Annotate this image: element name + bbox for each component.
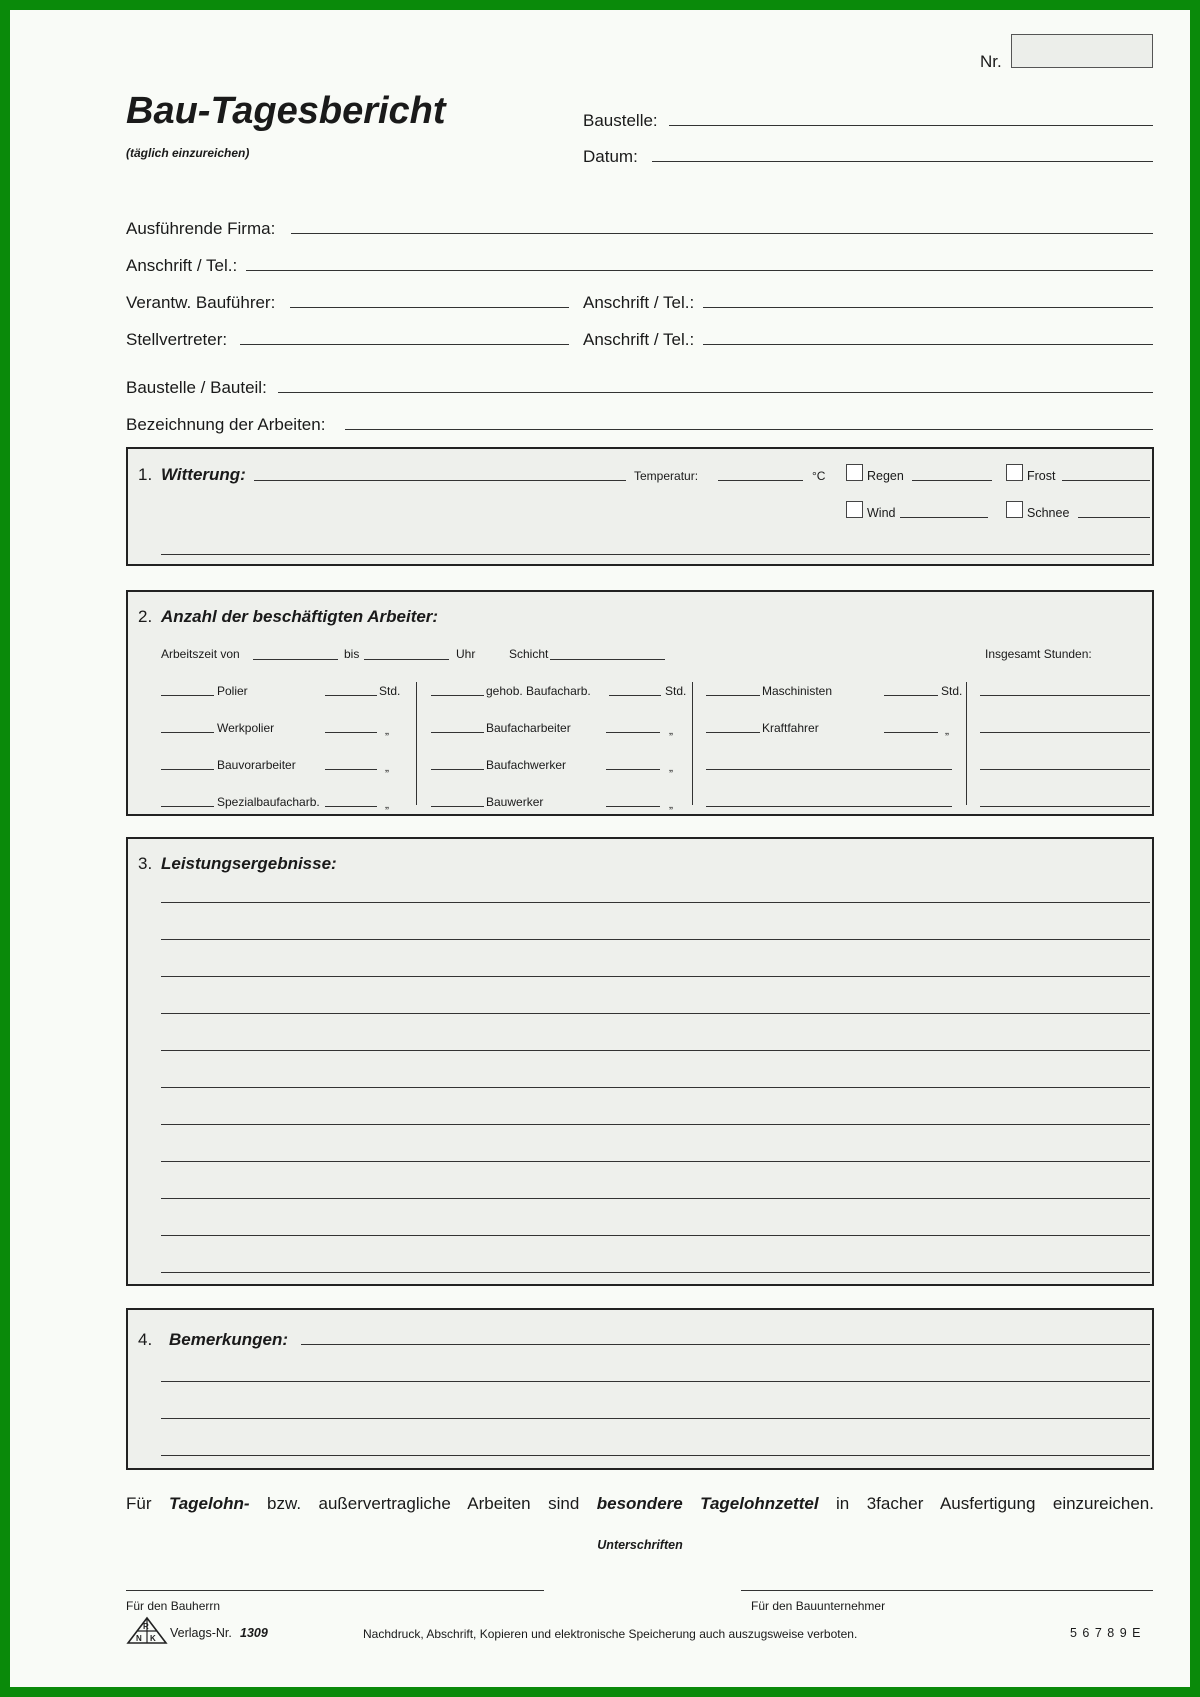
bezeichnung-label: Bezeichnung der Arbeiten: bbox=[126, 415, 326, 434]
signature-bauherr-label: Für den Bauherrn bbox=[126, 1599, 221, 1613]
temperatur-label: Temperatur: bbox=[634, 469, 699, 483]
kraftfahrer-count-field[interactable] bbox=[706, 732, 760, 733]
schicht-label: Schicht bbox=[509, 647, 549, 661]
datum-field[interactable] bbox=[652, 161, 1153, 162]
bauwerker-hours-field[interactable] bbox=[606, 806, 660, 807]
tagelohn-note bbox=[126, 1494, 1154, 1514]
worker-label: Polier bbox=[217, 684, 248, 698]
bauteil-label: Baustelle / Bauteil: bbox=[126, 378, 267, 397]
worker-label: Baufacharbeiter bbox=[486, 721, 571, 735]
firma-field[interactable] bbox=[291, 233, 1153, 234]
form-page bbox=[10, 10, 1190, 1687]
worker-label: Werkpolier bbox=[217, 721, 275, 735]
verlag-label: Verlags-Nr. bbox=[170, 1626, 232, 1640]
baustelle-label: Baustelle: bbox=[583, 111, 658, 130]
ditto-mark: „ bbox=[385, 723, 389, 737]
stellvertreter-label: Stellvertreter: bbox=[126, 330, 228, 349]
anschrift2-label: Anschrift / Tel.: bbox=[583, 293, 695, 312]
total-hours-field[interactable] bbox=[980, 806, 1150, 807]
remarks-line[interactable] bbox=[301, 1344, 1150, 1345]
anschrift-field[interactable] bbox=[246, 270, 1153, 271]
polier-hours-field[interactable] bbox=[325, 695, 377, 696]
section-witterung bbox=[126, 447, 1154, 566]
std-label: Std. bbox=[379, 684, 401, 698]
result-line[interactable] bbox=[161, 1013, 1150, 1014]
section2-title: Anzahl der beschäftigten Arbeiter: bbox=[161, 607, 439, 626]
column-divider bbox=[692, 682, 693, 805]
werkpolier-count-field[interactable] bbox=[161, 732, 214, 733]
witterung-field[interactable] bbox=[254, 480, 626, 481]
baufachwerker-hours-field[interactable] bbox=[606, 769, 660, 770]
maschinisten-count-field[interactable] bbox=[706, 695, 760, 696]
schnee-field[interactable] bbox=[1078, 517, 1150, 518]
stellvertreter-field[interactable] bbox=[240, 344, 569, 345]
note-emphasis: besondere Tagelohnzettel bbox=[596, 1494, 819, 1513]
svg-text:R: R bbox=[143, 1622, 149, 1631]
total-hours-field[interactable] bbox=[980, 769, 1150, 770]
baustelle-field[interactable] bbox=[669, 125, 1153, 126]
copyright-notice: Nachdruck, Abschrift, Kopieren und elektronische Speicherung auch auszugsweise verboten. bbox=[363, 1627, 858, 1641]
section-bemerkungen bbox=[126, 1308, 1154, 1470]
std-label: Std. bbox=[941, 684, 963, 698]
bauführer-field[interactable] bbox=[290, 307, 569, 308]
extra-worker-field[interactable] bbox=[706, 769, 952, 770]
worker-label: Spezialbaufacharb. bbox=[217, 795, 320, 809]
section1-number: 1. bbox=[138, 465, 153, 484]
arbeitszeit-bis-field[interactable] bbox=[364, 659, 449, 660]
note-text: in 3facher Ausfertigung einzureichen. bbox=[818, 1494, 1154, 1513]
wind-checkbox[interactable] bbox=[846, 501, 863, 518]
ditto-mark: „ bbox=[385, 797, 389, 811]
worker-label: Bauwerker bbox=[486, 795, 544, 809]
ditto-mark: „ bbox=[669, 797, 673, 811]
svg-text:N: N bbox=[136, 1634, 142, 1643]
section-leistungsergebnisse bbox=[126, 837, 1154, 1286]
bauteil-field[interactable] bbox=[278, 392, 1153, 393]
spezial-hours-field[interactable] bbox=[325, 806, 377, 807]
bauwerker-count-field[interactable] bbox=[431, 806, 484, 807]
signature-bauunternehmer-line[interactable] bbox=[741, 1590, 1153, 1591]
polier-count-field[interactable] bbox=[161, 695, 214, 696]
bauvorarbeiter-hours-field[interactable] bbox=[325, 769, 377, 770]
section-arbeiter bbox=[126, 590, 1154, 816]
section3-title: Leistungsergebnisse: bbox=[161, 854, 337, 873]
result-line[interactable] bbox=[161, 1087, 1150, 1088]
worker-label: Kraftfahrer bbox=[762, 721, 819, 735]
result-line[interactable] bbox=[161, 1235, 1150, 1236]
baufacharbeiter-count-field[interactable] bbox=[431, 732, 484, 733]
maschinisten-hours-field[interactable] bbox=[884, 695, 938, 696]
arbeitszeit-label: Arbeitszeit von bbox=[161, 647, 240, 661]
insgesamt-label: Insgesamt Stunden: bbox=[985, 647, 1092, 661]
section2-number: 2. bbox=[138, 607, 153, 626]
schnee-checkbox[interactable] bbox=[1006, 501, 1023, 518]
kraftfahrer-hours-field[interactable] bbox=[884, 732, 938, 733]
regen-field[interactable] bbox=[912, 480, 992, 481]
verlag-number: 1309 bbox=[240, 1626, 268, 1640]
extra-worker-field[interactable] bbox=[706, 806, 952, 807]
signature-bauherr-line[interactable] bbox=[126, 1590, 544, 1591]
temperatur-field[interactable] bbox=[718, 480, 803, 481]
result-line[interactable] bbox=[161, 1161, 1150, 1162]
signature-bauunternehmer-label: Für den Bauunternehmer bbox=[751, 1599, 886, 1613]
worker-label: Maschinisten bbox=[762, 684, 833, 698]
remarks-line[interactable] bbox=[161, 1381, 1150, 1382]
note-emphasis: Tagelohn- bbox=[168, 1494, 250, 1513]
ditto-mark: „ bbox=[385, 760, 389, 774]
section4-number: 4. bbox=[138, 1330, 153, 1349]
frost-field[interactable] bbox=[1062, 480, 1150, 481]
result-line[interactable] bbox=[161, 1198, 1150, 1199]
signatures-title: Unterschriften bbox=[597, 1538, 683, 1552]
total-hours-field[interactable] bbox=[980, 732, 1150, 733]
std-label: Std. bbox=[665, 684, 687, 698]
section3-number: 3. bbox=[138, 854, 153, 873]
rnk-logo-icon bbox=[126, 1616, 168, 1646]
ditto-mark: „ bbox=[669, 760, 673, 774]
column-divider bbox=[966, 682, 967, 805]
uhr-label: Uhr bbox=[456, 647, 476, 661]
anschrift3-field[interactable] bbox=[703, 344, 1153, 345]
bauvorarbeiter-count-field[interactable] bbox=[161, 769, 214, 770]
schicht-field[interactable] bbox=[550, 659, 665, 660]
remarks-line[interactable] bbox=[161, 1418, 1150, 1419]
result-line[interactable] bbox=[161, 902, 1150, 903]
form-code: 5 6 7 8 9 E bbox=[1070, 1626, 1142, 1640]
worker-label: Baufachwerker bbox=[486, 758, 567, 772]
section4-title: Bemerkungen: bbox=[169, 1330, 289, 1349]
worker-label: gehob. Baufacharb. bbox=[486, 684, 591, 698]
werkpolier-hours-field[interactable] bbox=[325, 732, 377, 733]
nr-label: Nr. bbox=[980, 52, 1002, 71]
celsius-unit: °C bbox=[812, 469, 826, 483]
gehob-count-field[interactable] bbox=[431, 695, 484, 696]
bezeichnung-field[interactable] bbox=[345, 429, 1153, 430]
datum-label: Datum: bbox=[583, 147, 638, 166]
schnee-label: Schnee bbox=[1027, 506, 1070, 520]
result-line[interactable] bbox=[161, 976, 1150, 977]
note-text: Für bbox=[126, 1494, 169, 1513]
total-hours-field[interactable] bbox=[980, 695, 1150, 696]
baufachwerker-count-field[interactable] bbox=[431, 769, 484, 770]
note-text: bzw. außervertragliche Arbeiten sind bbox=[249, 1494, 597, 1513]
column-divider bbox=[416, 682, 417, 805]
frost-label: Frost bbox=[1027, 469, 1056, 483]
result-line[interactable] bbox=[161, 1272, 1150, 1273]
result-line[interactable] bbox=[161, 1050, 1150, 1051]
arbeitszeit-von-field[interactable] bbox=[253, 659, 338, 660]
remarks-line[interactable] bbox=[161, 1455, 1150, 1456]
bis-label: bis bbox=[344, 647, 360, 661]
result-line[interactable] bbox=[161, 939, 1150, 940]
ditto-mark: „ bbox=[945, 723, 949, 737]
witterung-notes-line[interactable] bbox=[161, 554, 1150, 555]
page-subtitle: (täglich einzureichen) bbox=[126, 146, 250, 160]
result-line[interactable] bbox=[161, 1124, 1150, 1125]
worker-label: Bauvorarbeiter bbox=[217, 758, 296, 772]
page-title: Bau-Tagesbericht bbox=[126, 90, 446, 132]
anschrift2-field[interactable] bbox=[703, 307, 1153, 308]
wind-label: Wind bbox=[867, 506, 896, 520]
nr-input-box[interactable] bbox=[1011, 34, 1153, 68]
spezial-count-field[interactable] bbox=[161, 806, 214, 807]
anschrift-label: Anschrift / Tel.: bbox=[126, 256, 238, 275]
ditto-mark: „ bbox=[669, 723, 673, 737]
regen-label: Regen bbox=[867, 469, 904, 483]
anschrift3-label: Anschrift / Tel.: bbox=[583, 330, 695, 349]
section1-title: Witterung: bbox=[161, 465, 246, 484]
bauführer-label: Verantw. Bauführer: bbox=[126, 293, 276, 312]
wind-field[interactable] bbox=[900, 517, 988, 518]
gehob-hours-field[interactable] bbox=[609, 695, 661, 696]
regen-checkbox[interactable] bbox=[846, 464, 863, 481]
firma-label: Ausführende Firma: bbox=[126, 219, 276, 238]
baufacharbeiter-hours-field[interactable] bbox=[606, 732, 660, 733]
frost-checkbox[interactable] bbox=[1006, 464, 1023, 481]
svg-text:K: K bbox=[150, 1634, 156, 1643]
